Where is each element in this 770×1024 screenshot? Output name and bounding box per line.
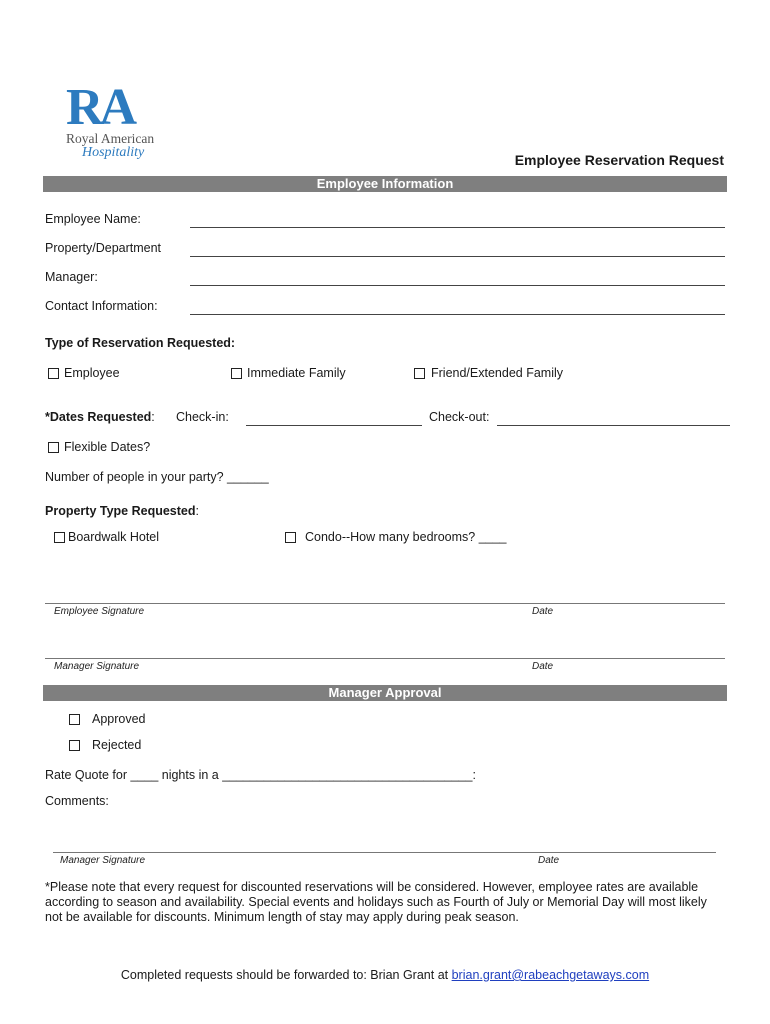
approval-manager-signature-label: Manager Signature (60, 855, 146, 866)
manager-signature-date-label: Date (532, 661, 554, 672)
property-type-label (45, 504, 199, 518)
manager-signature-label: Manager Signature (54, 661, 140, 672)
approved-checkbox[interactable] (69, 714, 80, 725)
immediate-family-option-label: Immediate Family (247, 366, 346, 380)
footer (0, 968, 770, 982)
note-line-3: not be available for discounts. Minimum length of stay may apply during peak season. (45, 910, 519, 924)
note-line-1: *Please note that every request for discounted reservations will be considered. However, employee rates are available (45, 880, 699, 894)
employee-signature-date-label: Date (532, 606, 554, 617)
employee-option-label: Employee (64, 366, 120, 380)
page-title: Employee Reservation Request (514, 152, 724, 168)
flexible-dates-checkbox[interactable] (48, 442, 59, 453)
contact-information-field[interactable] (190, 314, 725, 315)
employee-name-field[interactable] (190, 227, 725, 228)
condo-label: Condo--How many bedrooms? ____ (305, 530, 507, 544)
employee-name-label: Employee Name: (45, 212, 141, 226)
note-line-2: according to season and availability. Special events and holidays such as Fourth of July or Memorial Day will most likely (45, 895, 707, 909)
employee-signature-label: Employee Signature (54, 606, 145, 617)
approved-label: Approved (92, 712, 146, 726)
check-out-label: Check-out: (429, 410, 490, 424)
logo-company-name: Royal American (66, 131, 155, 146)
rate-quote-line: Rate Quote for ____ nights in a ____________________________________: (45, 768, 476, 782)
dates-requested-colon: : (151, 410, 155, 424)
footer-text: Completed requests should be forwarded to: Brian Grant at (120, 968, 452, 982)
immediate-family-checkbox[interactable] (231, 368, 242, 379)
dates-requested-label (45, 410, 155, 424)
rejected-label: Rejected (92, 738, 142, 752)
party-size-question: Number of people in your party? ______ (45, 470, 269, 484)
approval-manager-signature-line[interactable] (53, 852, 716, 853)
manager-approval-header: Manager Approval (43, 685, 727, 701)
boardwalk-hotel-checkbox[interactable] (54, 532, 65, 543)
discount-policy-note (45, 880, 735, 925)
friend-extended-family-option-label: Friend/Extended Family (431, 366, 564, 380)
employee-information-header: Employee Information (43, 176, 727, 192)
reservation-type-label: Type of Reservation Requested: (45, 336, 236, 350)
manager-field[interactable] (190, 285, 725, 286)
manager-label: Manager: (45, 270, 98, 284)
manager-signature-line[interactable] (45, 658, 725, 659)
property-type-colon: : (195, 504, 199, 518)
check-in-label: Check-in: (176, 410, 229, 424)
check-out-field[interactable] (497, 425, 730, 426)
condo-checkbox[interactable] (285, 532, 296, 543)
friend-extended-family-checkbox[interactable] (414, 368, 425, 379)
property-department-field[interactable] (190, 256, 725, 257)
dates-requested-text: *Dates Requested (45, 410, 152, 424)
approval-manager-date-label: Date (538, 855, 560, 866)
property-department-label: Property/Department (45, 241, 162, 255)
employee-signature-line[interactable] (45, 603, 725, 604)
check-in-field[interactable] (246, 425, 422, 426)
contact-email-link[interactable]: brian.grant@rabeachgetaways.com (451, 968, 650, 982)
comments-label: Comments: (45, 794, 109, 808)
contact-information-label: Contact Information: (45, 299, 158, 313)
employee-checkbox[interactable] (48, 368, 59, 379)
logo-mark: RA (66, 79, 134, 136)
boardwalk-hotel-label: Boardwalk Hotel (68, 530, 160, 544)
rejected-checkbox[interactable] (69, 740, 80, 751)
logo-hospitality: Hospitality (82, 145, 145, 160)
property-type-text: Property Type Requested (45, 504, 196, 518)
flexible-dates-label: Flexible Dates? (64, 440, 151, 454)
